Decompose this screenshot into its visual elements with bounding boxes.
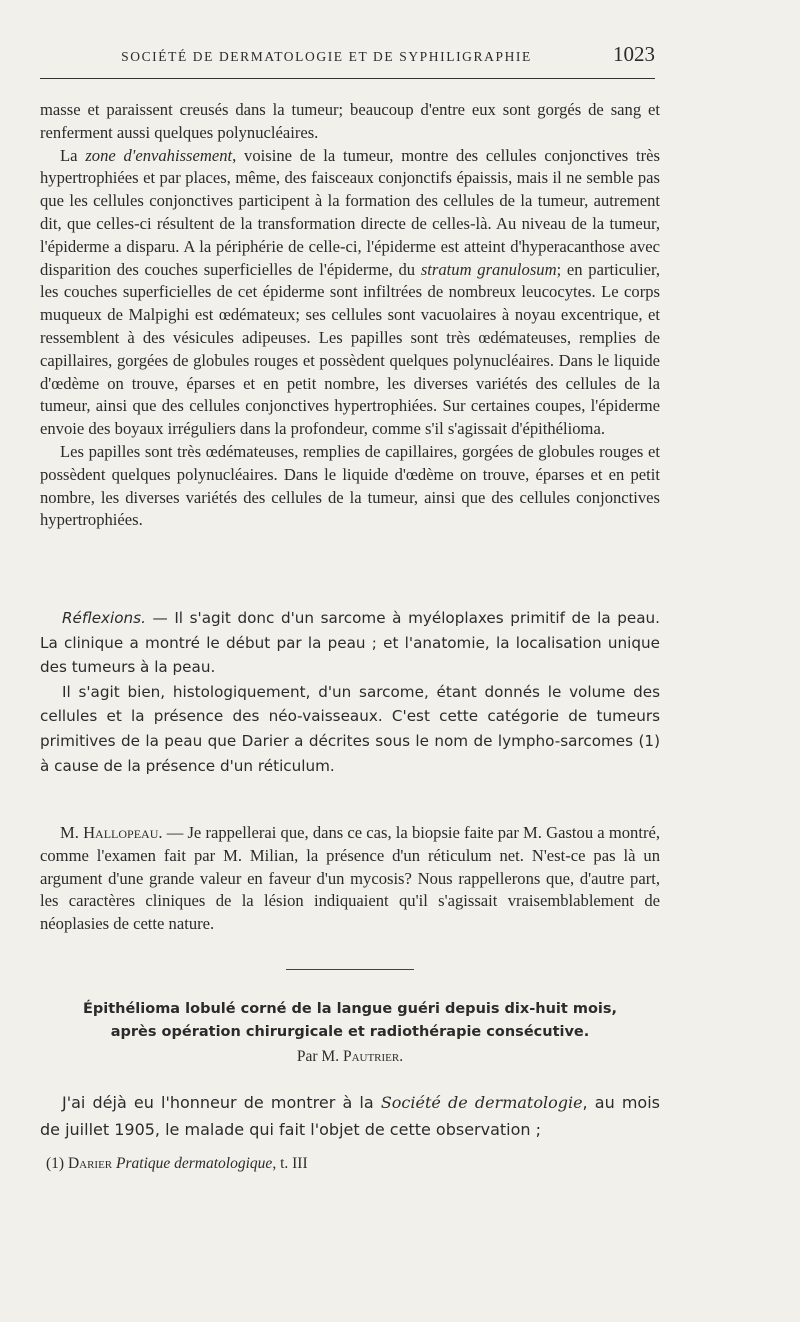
article-title [40,998,660,1044]
header-rule [40,78,655,79]
paragraph-zone-envahissement: La zone d'envahissement, voisine de la tumeur, montre des cellules conjonctives très hypertrophiées et par places, même, des faisceaux conjonctifs épaissis, mais il ne semble pas que les cellules conjonctives participent à la formation des cellules de la tumeur, autrement dit, que celles-ci résultent de la transformation directe de celles-là. Au niveau de la tumeur, l'épiderme a disparu. A la périphérie de celle-ci, l'épiderme est atteint d'hyperacanthose avec disparition des couches superficielles de l'épiderme, du stratum granulosum; en particulier, les couches superficielles de cet épiderme sont infiltrées de nombreux leucocytes. Le corps muqueux de Malpighi est œdémateux; ses cellules sont vacuolaires à noyau excentrique, et ressemblent à des vésicules adipeuses. Les papilles sont très œdémateuses, remplies de capillaires, gorgées de globules rouges et possèdent quelques polynucléaires. Dans le liquide d'œdème on trouve, éparses et en petit nombre, les diverses variétés des cellules de la tumeur, ainsi que des cellules conjonctives hypertrophiées. Sur certaines coupes, l'épiderme envoie des boyaux irréguliers dans la profondeur, comme s'il s'agissait d'épithélioma. [40,145,660,439]
paragraph-sarcome: Il s'agit bien, histologiquement, d'un sarcome, étant donnés le volume des cellules et la présence des néo-vaisseaux. C'est cette catégorie de tumeurs primitives de la peau que Darier a décrites sous le nom de lympho-sarcomes (1) à cause de la présence d'un réticulum. [40,682,660,775]
footnote-work: Pratique dermatologique [116,1155,273,1172]
observation-text [40,99,660,532]
running-title: SOCIÉTÉ DE DERMATOLOGIE ET DE SYPHILIGRAPHIE [121,49,532,64]
paragraph-papilles: Les papilles sont très œdémateuses, remplies de capillaires, gorgées de globules rouges et possèdent quelques polynucléaires. Dans le liquide d'œdème on trouve, éparses et en petit nombre, les diverses variétés des cellules de la tumeur, ainsi que des cellules conjonctives hypertrophiées. [40,441,660,530]
article-title-line-2: après opération chirurgicale et radiothérapie consécutive. [110,1024,590,1040]
term-zone-envahissement: zone d'envahissement [85,145,233,165]
discussion-section [40,822,660,936]
reflexions-section [40,606,660,778]
term-stratum-granulosum: stratum granulosum [420,259,557,279]
author-name: Pautrier. [342,1048,404,1065]
article-byline: Par M. Pautrier. [296,1048,404,1065]
page-header [40,42,655,67]
footnote-author: Darier [67,1155,113,1172]
speaker-name: M. Hallopeau. [60,823,163,842]
section-separator [286,969,414,970]
reflexions-label: Réflexions. [62,609,146,627]
article-intro [40,1089,660,1143]
page-number: 1023 [613,42,655,66]
paragraph-reflexions: Réflexions. — Il s'agit donc d'un sarcome à myéloplaxes primitif de la peau. La clinique a montré le début par la peau ; et l'anatomie, la localisation unique des tumeurs à la peau. [40,609,660,677]
paragraph-masse: masse et paraissent creusés dans la tumeur; beaucoup d'entre eux sont gorgés de sang et renferment aussi quelques polynucléaires. [40,100,660,142]
paragraph-intro: J'ai déjà eu l'honneur de montrer à la Société de dermatologie, au mois de juillet 1905, le malade qui fait l'objet de cette observation ; [40,1093,661,1139]
article-title-line-1: Épithélioma lobulé corné de la langue guéri depuis dix-huit mois, [82,1001,618,1017]
paragraph-hallopeau: M. Hallopeau. — Je rappellerai que, dans ce cas, la biopsie faite par M. Gastou a montré, comme l'examen fait par M. Milian, la présence d'un réticulum net. N'est-ce pas là un argument d'une grande valeur en faveur d'un mycosis? Nous rappellerons que, d'autre part, les caractères cliniques de la lésion indiquaient qu'il s'agissait vraisemblablement de néoplasies de cette nature. [40,823,660,934]
footnote: (1) Darier Pratique dermatologique, t. III [46,1155,308,1172]
society-name: Société de dermatologie [380,1093,583,1112]
